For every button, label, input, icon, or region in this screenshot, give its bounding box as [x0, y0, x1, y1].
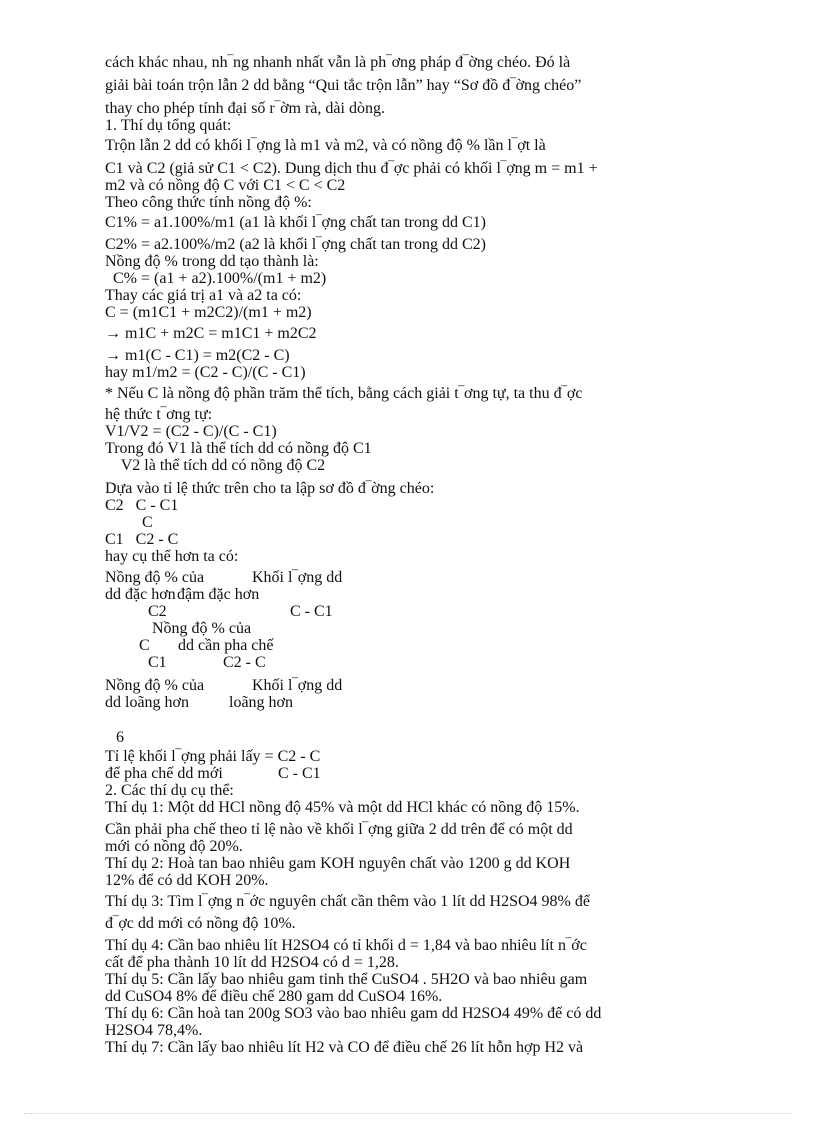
- text-line: 6: [116, 729, 124, 746]
- text-line: V2 là thể tích dd có nồng độ C2: [105, 457, 326, 474]
- text-line: C = (m1C1 + m2C2)/(m1 + m2): [105, 304, 312, 321]
- text-line: Theo công thức tính nồng độ %:: [105, 194, 312, 211]
- text-line: → m1(C - C1) = m2(C2 - C): [105, 347, 290, 364]
- text-line: dd cần pha chế: [178, 637, 274, 654]
- text-line: C: [139, 637, 150, 654]
- text-line: m2 và có nồng độ C với C1 < C < C2: [105, 177, 346, 194]
- text-line: Khối l‾ợng dd: [252, 569, 343, 586]
- text-line: 2. Các thí dụ cụ thể:: [105, 782, 234, 799]
- text-line: hay cụ thể hơn ta có:: [105, 548, 239, 565]
- text-line: dd CuSO4 8% để điều chế 280 gam dd CuSO4 16%.: [105, 988, 443, 1005]
- text-line: giải bài toán trộn lẫn 2 dd bằng “Qui tắc trộn lẫn” hay “Sơ đồ đ‾ờng chéo”: [105, 77, 582, 94]
- text-line: cất để pha thành 10 lít dd H2SO4 có d = 1,28.: [105, 954, 399, 971]
- text-line: C2% = a2.100%/m2 (a2 là khối l‾ợng chất tan trong dd C2): [105, 236, 486, 253]
- text-line: Thí dụ 5: Cần lấy bao nhiêu gam tinh thể CuSO4 . 5H2O và bao nhiêu gam: [105, 971, 588, 988]
- text-line: Nồng độ % của: [105, 677, 205, 694]
- text-line: Khối l‾ợng dd: [252, 677, 343, 694]
- text-line: Thí dụ 2: Hoà tan bao nhiêu gam KOH nguyên chất vào 1200 g dd KOH: [105, 855, 571, 872]
- text-line: Tỉ lệ khối l‾ợng phải lấy = C2 - C: [105, 748, 321, 765]
- text-line: Thí dụ 6: Cần hoà tan 200g SO3 vào bao nhiêu gam dd H2SO4 49% để có dd: [105, 1005, 602, 1022]
- text-line: C1: [148, 654, 167, 671]
- page-bottom-rule: [24, 1113, 792, 1114]
- text-line: Nồng độ % của: [152, 620, 252, 637]
- text-line: dd đặc hơn: [105, 586, 176, 603]
- text-line: C1% = a1.100%/m1 (a1 là khối l‾ợng chất tan trong dd C1): [105, 214, 486, 231]
- text-line: Cần phải pha chế theo tỉ lệ nào về khối l‾ợng giữa 2 dd trên để có một dd: [105, 821, 573, 838]
- text-line: thay cho phép tính đại số r‾ờm rà, dài dòng.: [105, 100, 385, 117]
- text-line: mới có nồng độ 20%.: [105, 838, 243, 855]
- text-line: Thí dụ 3: Tìm l‾ợng n‾ớc nguyên chất cần thêm vào 1 lít dd H2SO4 98% để: [105, 893, 590, 910]
- text-line: đậm đặc hơn: [177, 586, 260, 603]
- text-line: hay m1/m2 = (C2 - C)/(C - C1): [105, 364, 306, 381]
- text-line: 12% để có dd KOH 20%.: [105, 872, 269, 889]
- text-line: loãng hơn: [229, 694, 294, 711]
- text-line: V1/V2 = (C2 - C)/(C - C1): [105, 423, 277, 440]
- text-line: C - C1: [290, 603, 333, 620]
- text-line: 1. Thí dụ tổng quát:: [105, 117, 232, 134]
- text-line: Thí dụ 7: Cần lấy bao nhiêu lít H2 và CO để điều chế 26 lít hỗn hợp H2 và: [105, 1039, 584, 1056]
- text-line: C2 - C: [223, 654, 266, 671]
- text-line: C: [142, 514, 153, 531]
- text-line: C1 C2 - C: [105, 531, 179, 548]
- text-line: → m1C + m2C = m1C1 + m2C2: [105, 325, 317, 342]
- text-line: dd loãng hơn: [105, 694, 190, 711]
- text-line: C2: [148, 603, 167, 620]
- text-line: đ‾ợc dd mới có nồng độ 10%.: [105, 915, 296, 932]
- text-line: Nồng độ % trong dd tạo thành là:: [105, 253, 319, 270]
- text-line: Dựa vào tỉ lệ thức trên cho ta lập sơ đồ đ‾ờng chéo:: [105, 480, 435, 497]
- text-line: Thay các giá trị a1 và a2 ta có:: [105, 287, 302, 304]
- text-line: Thí dụ 4: Cần bao nhiêu lít H2SO4 có tỉ khối d = 1,84 và bao nhiêu lít n‾ớc: [105, 937, 587, 954]
- text-line: Thí dụ 1: Một dd HCl nồng độ 45% và một dd HCl khác có nồng độ 15%.: [105, 799, 580, 816]
- text-line: cách khác nhau, nh‾ng nhanh nhất vẫn là ph‾ơng pháp đ‾ờng chéo. Đó là: [105, 54, 571, 71]
- text-line: C - C1: [278, 765, 321, 782]
- text-line: Trong đó V1 là thể tích dd có nồng độ C1: [105, 440, 372, 457]
- text-line: Trộn lẫn 2 dd có khối l‾ợng là m1 và m2, và có nồng độ % lần l‾ợt là: [105, 137, 546, 154]
- text-line: Nồng độ % của: [105, 569, 205, 586]
- text-line: C1 và C2 (giả sử C1 < C2). Dung dịch thu đ‾ợc phải có khối l‾ợng m = m1 +: [105, 160, 598, 177]
- text-line: * Nếu C là nồng độ phần trăm thể tích, bằng cách giải t‾ơng tự, ta thu đ‾ợc: [105, 385, 583, 402]
- text-line: để pha chế dd mới: [105, 765, 223, 782]
- text-line: hệ thức t‾ơng tự:: [105, 406, 213, 423]
- text-line: C2 C - C1: [105, 497, 179, 514]
- text-line: H2SO4 78,4%.: [105, 1022, 203, 1039]
- text-line: C% = (a1 + a2).100%/(m1 + m2): [105, 270, 327, 287]
